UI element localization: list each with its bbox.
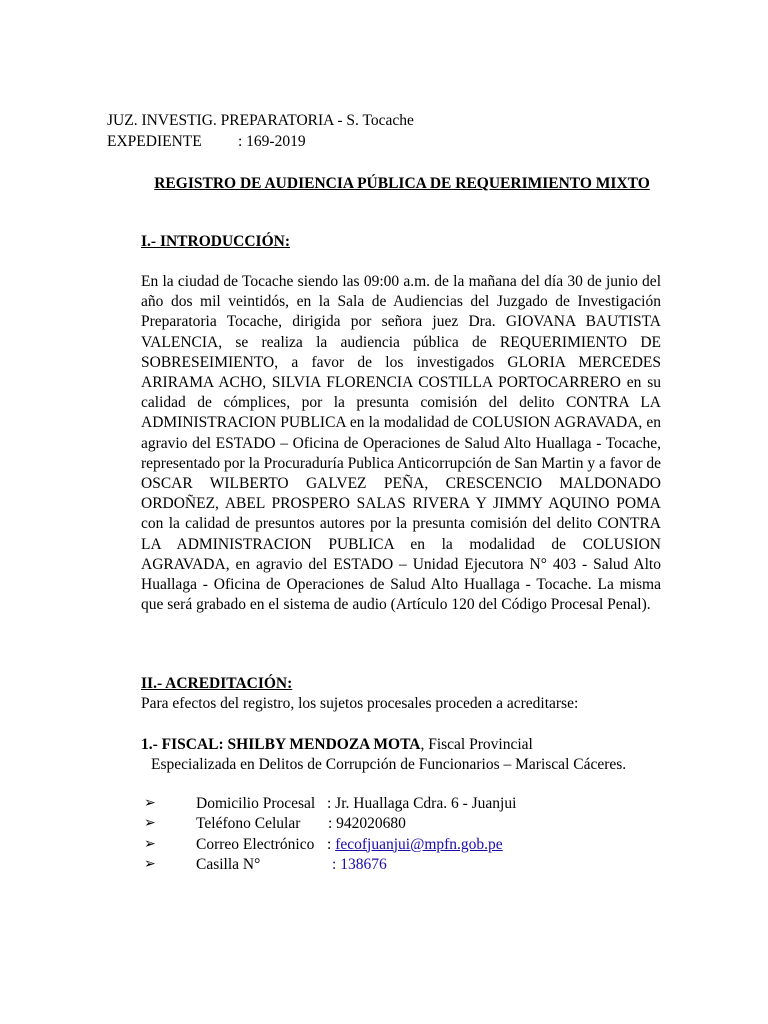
- detail-label: Domicilio Procesal: [196, 795, 316, 812]
- detail-value-wrapper: [332, 856, 387, 874]
- arrow-bullet-icon: ➢: [144, 815, 156, 832]
- expediente-value: : 169-2019: [238, 133, 306, 150]
- document-title: REGISTRO DE AUDIENCIA PÚBLICA DE REQUERIMIENTO MIXTO: [154, 175, 650, 192]
- fiscal-first-line: [141, 735, 661, 755]
- section-heading-acreditacion: II.- ACREDITACIÓN:: [141, 675, 293, 692]
- fiscal-role-rest: Especializada en Delitos de Corrupción de Funcionarios – Mariscal Cáceres.: [151, 756, 627, 773]
- fiscal-role-start: , Fiscal Provincial: [420, 736, 533, 753]
- fiscal-number: 1.-: [141, 736, 158, 753]
- fiscal-entry: [141, 735, 661, 775]
- detail-value: : 942020680: [328, 815, 406, 833]
- detail-label: Casilla N°: [196, 855, 261, 873]
- arrow-bullet-icon: ➢: [144, 855, 156, 872]
- detail-value-prefix: :: [332, 855, 341, 873]
- fiscal-name: FISCAL: SHILBY MENDOZA MOTA: [161, 736, 421, 753]
- court-name: JUZ. INVESTIG. PREPARATORIA - S. Tocache: [107, 112, 414, 129]
- detail-value: : Jr. Huallaga Cdra. 6 - Juanjui: [327, 795, 517, 812]
- detail-label: Correo Electrónico: [196, 835, 315, 853]
- email-link[interactable]: fecofjuanjui@mpfn.gob.pe: [335, 835, 503, 853]
- arrow-bullet-icon: ➢: [144, 795, 156, 811]
- acreditacion-intro: Para efectos del registro, los sujetos procesales proceden a acreditarse:: [141, 695, 579, 712]
- casilla-number: 138676: [340, 855, 387, 873]
- introduccion-paragraph: En la ciudad de Tocache siendo las 09:00 a.m. de la mañana del día 30 de junio del año dos mil veintidós, en la Sala de Audiencias del Juzgado de Investigación Preparatoria Tocache, dirigida por señora juez Dra. GIOVANA BAUTISTA VALENCIA, se realiza la audiencia pública de REQUERIMIENTO DE SOBRESEIMIENTO, a favor de los investigados GLORIA MERCEDES ARIRAMA ACHO, SILVIA FLORENCIA COSTILLA PORTOCARRERO en su calidad de cómplices, por la presunta comisión del delito CONTRA LA ADMINISTRACION PUBLICA en la modalidad de COLUSION AGRAVADA, en agravio del ESTADO – Oficina de Operaciones de Salud Alto Huallaga - Tocache, representado por la Procuraduría Publica Anticorrupción de San Martin y a favor de OSCAR WILBERTO GALVEZ PEÑA, CRESCENCIO MALDONADO ORDOÑEZ, ABEL PROSPERO SALAS RIVERA Y JIMMY AQUINO POMA con la calidad de presuntos autores por la presunta comisión del delito CONTRA LA ADMINISTRACION PUBLICA en la modalidad de COLUSION AGRAVADA, en agravio del ESTADO – Unidad Ejecutora N° 403 - Salud Alto Huallaga - Oficina de Operaciones de Salud Alto Huallaga - Tocache. La misma que será grabado en el sistema de audio (Artículo 120 del Código Procesal Penal).: [141, 273, 661, 614]
- section-heading-introduccion: I.- INTRODUCCIÓN:: [141, 233, 290, 250]
- detail-value-wrapper: [327, 836, 503, 854]
- expediente-label: EXPEDIENTE: [107, 133, 202, 150]
- detail-value-prefix: :: [327, 835, 336, 853]
- arrow-bullet-icon: ➢: [144, 835, 156, 852]
- expediente-line: [107, 133, 306, 151]
- detail-label: Teléfono Celular: [196, 815, 301, 833]
